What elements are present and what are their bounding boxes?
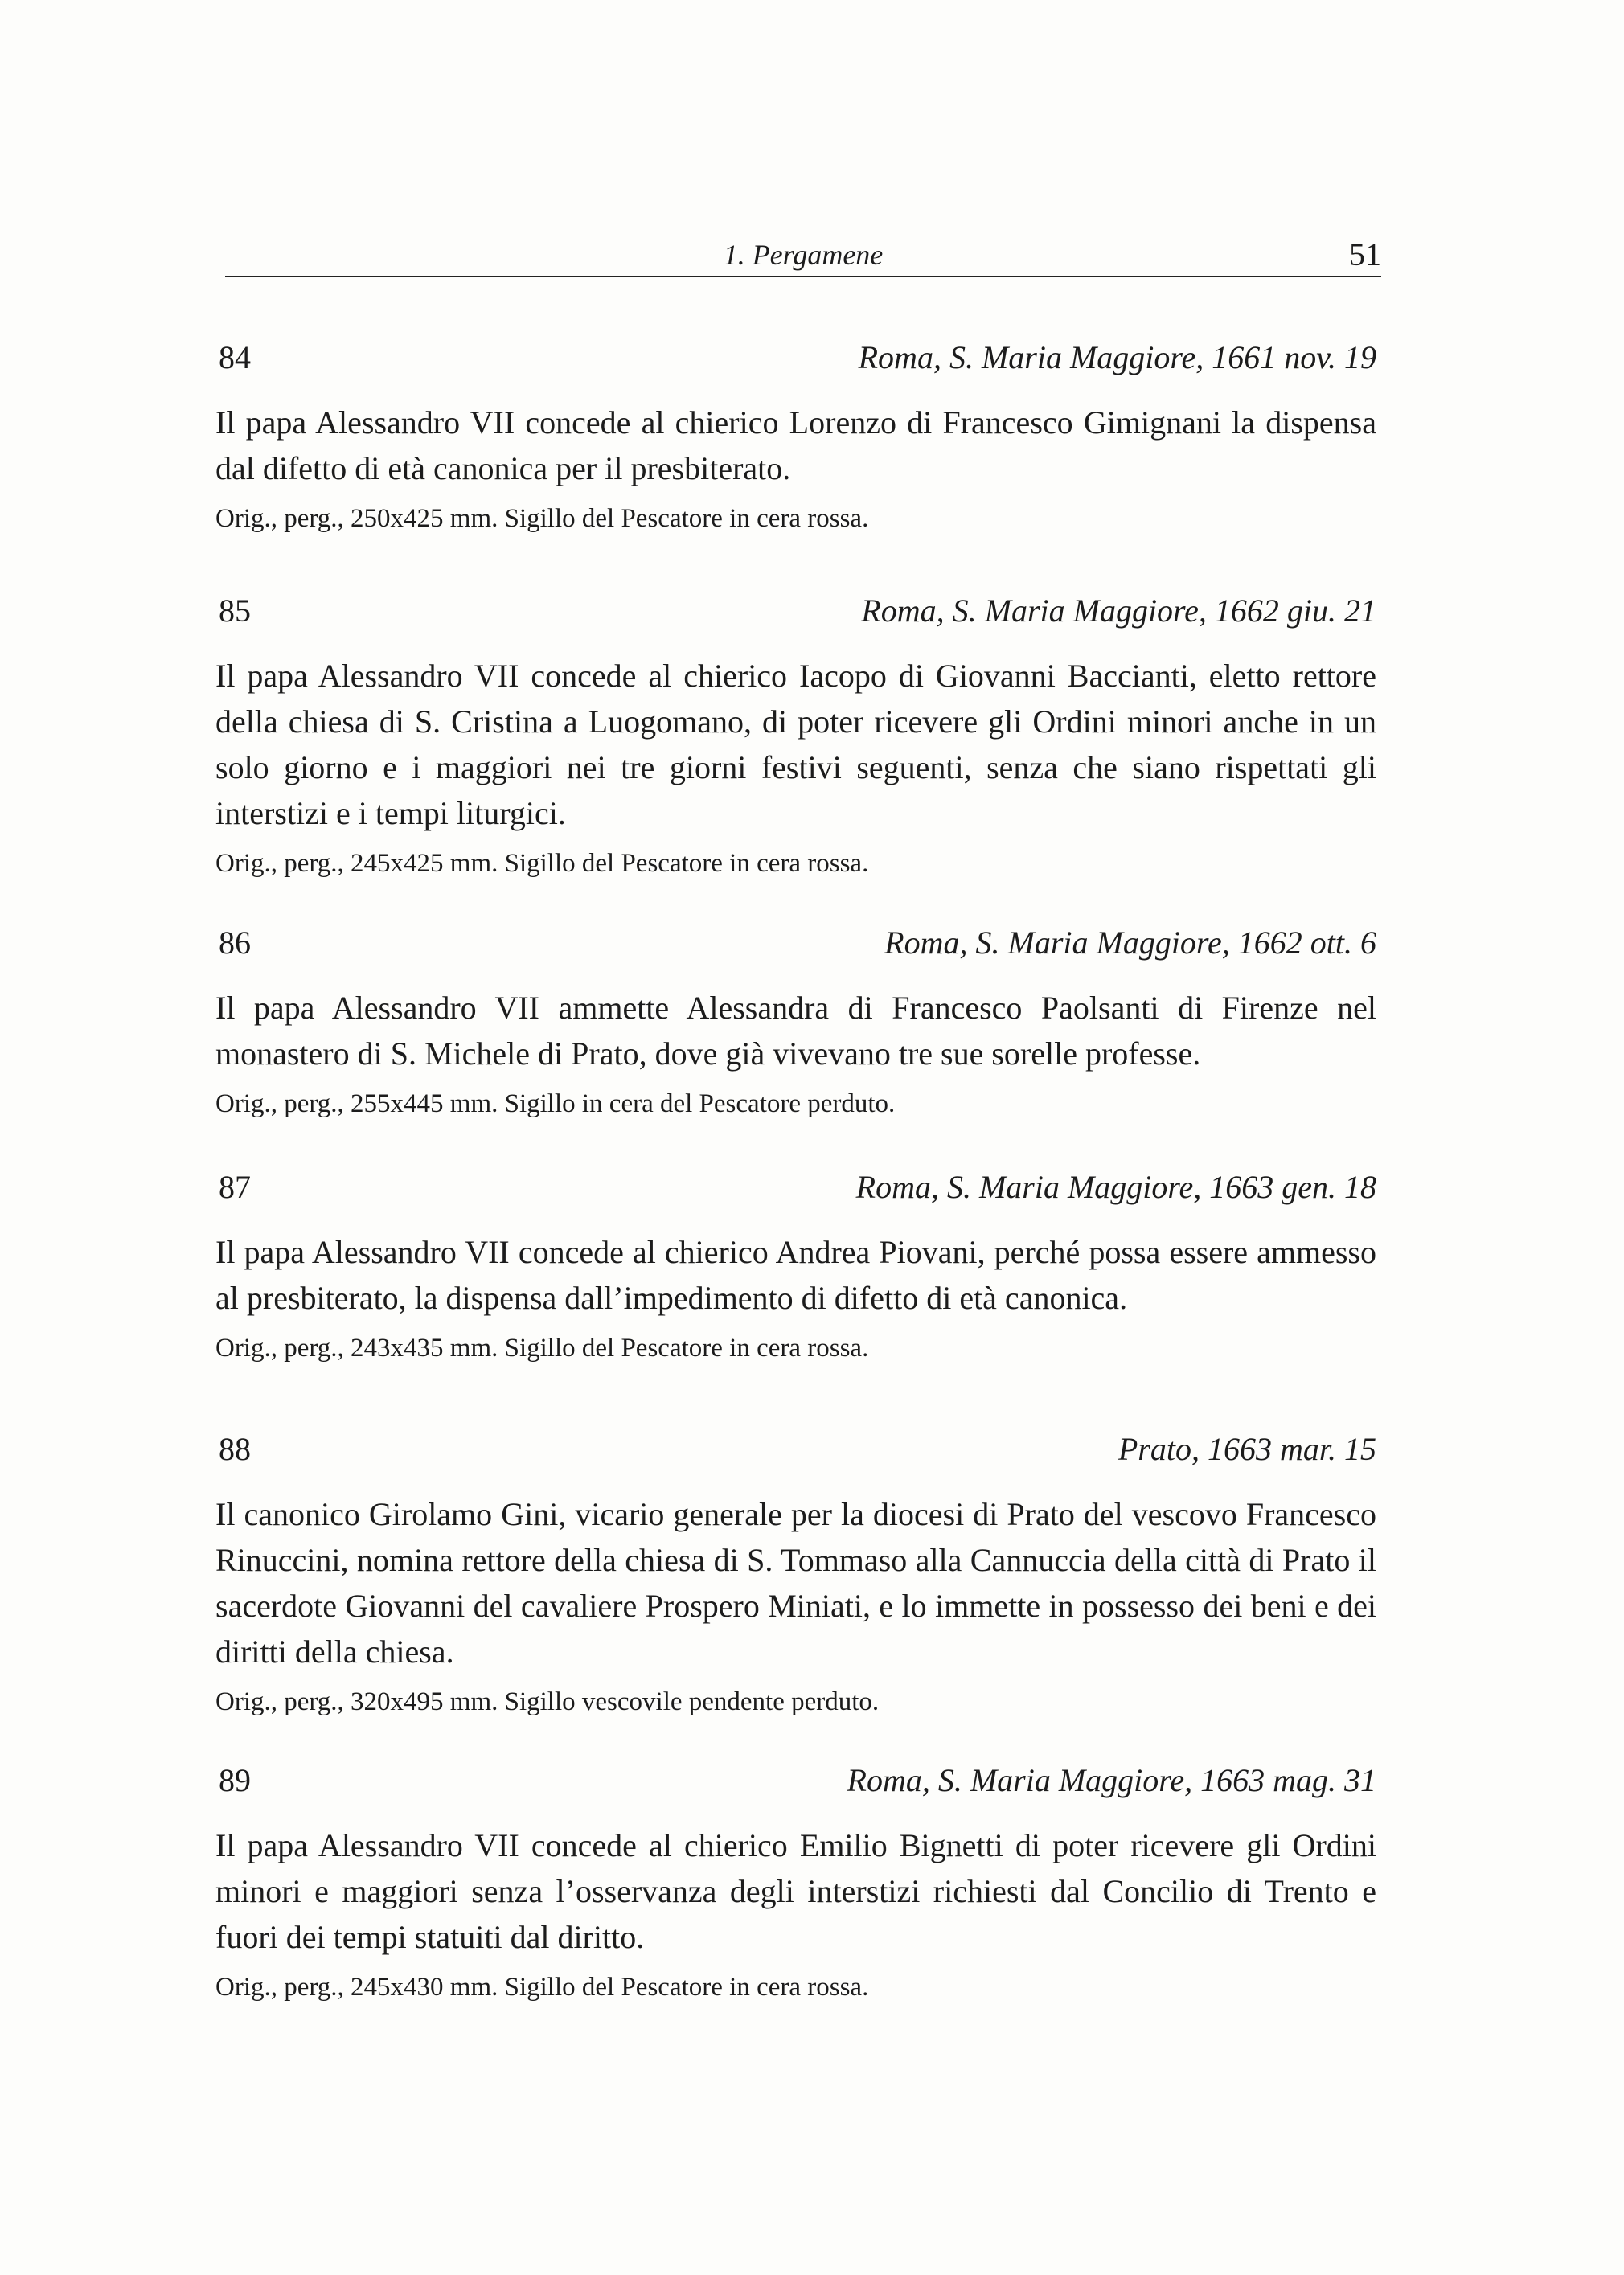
entry-header bbox=[215, 1425, 1376, 1474]
entry-place-date: Roma, S. Maria Maggiore, 1662 giu. 21 bbox=[861, 592, 1376, 629]
entry-header bbox=[215, 919, 1376, 967]
entry-place-date: Roma, S. Maria Maggiore, 1662 ott. 6 bbox=[884, 924, 1376, 961]
entry-number: 89 bbox=[219, 1762, 251, 1798]
entry-88 bbox=[215, 1425, 1376, 1721]
entry-place-date: Prato, 1663 mar. 15 bbox=[1118, 1431, 1376, 1467]
entry-number: 88 bbox=[219, 1431, 251, 1467]
entry-number: 84 bbox=[219, 339, 251, 375]
entry-header bbox=[215, 1163, 1376, 1211]
entry-84 bbox=[215, 334, 1376, 538]
entry-header bbox=[215, 334, 1376, 382]
entry-85 bbox=[215, 587, 1376, 883]
entry-note: Orig., perg., 320x495 mm. Sigillo vescovile pendente perduto. bbox=[215, 1687, 880, 1716]
entry-86 bbox=[215, 919, 1376, 1123]
entry-text: Il papa Alessandro VII concede al chierico Andrea Piovani, perché possa essere ammesso al presbiterato, la dispensa dall’impedimento di difetto di età canonica. bbox=[215, 1234, 1376, 1316]
page-number: 51 bbox=[1349, 236, 1381, 273]
entry-text: Il papa Alessandro VII concede al chierico Lorenzo di Francesco Gimignani la dispensa dal difetto di età canonica per il presbiterato. bbox=[215, 404, 1376, 486]
entry-header bbox=[215, 1756, 1376, 1805]
entry-text: Il papa Alessandro VII ammette Alessandra di Francesco Paolsanti di Firenze nel monastero di S. Michele di Prato, dove già vivevano tre sue sorelle professe. bbox=[215, 990, 1376, 1072]
entry-89 bbox=[215, 1756, 1376, 2007]
running-title: 1. Pergamene bbox=[723, 239, 884, 271]
entry-number: 86 bbox=[219, 924, 251, 961]
entry-text: Il papa Alessandro VII concede al chierico Emilio Bignetti di poter ricevere gli Ordini minori e maggiori senza l’osservanza degli interstizi richiesti dal Concilio di Trento e fuori dei tempi statuiti dal diritto. bbox=[215, 1827, 1376, 1955]
entry-text: Il canonico Girolamo Gini, vicario generale per la diocesi di Prato del vescovo Francesco Rinuccini, nomina rettore della chiesa di S. Tommaso alla Cannuccia della città di Prato il sacerdote Giovanni del cavaliere Prospero Miniati, e lo immette in possesso dei beni e dei diritti della chiesa. bbox=[215, 1496, 1376, 1670]
header-rule bbox=[225, 276, 1381, 277]
entry-place-date: Roma, S. Maria Maggiore, 1661 nov. 19 bbox=[858, 339, 1376, 375]
running-head bbox=[225, 235, 1381, 277]
entry-note: Orig., perg., 243x435 mm. Sigillo del Pescatore in cera rossa. bbox=[215, 1334, 869, 1363]
entry-note: Orig., perg., 245x430 mm. Sigillo del Pescatore in cera rossa. bbox=[215, 1973, 869, 2002]
entry-87 bbox=[215, 1163, 1376, 1367]
entry-note: Orig., perg., 250x425 mm. Sigillo del Pescatore in cera rossa. bbox=[215, 504, 869, 533]
entry-place-date: Roma, S. Maria Maggiore, 1663 gen. 18 bbox=[855, 1169, 1376, 1205]
entry-number: 87 bbox=[219, 1169, 251, 1205]
entry-note: Orig., perg., 255x445 mm. Sigillo in cera del Pescatore perduto. bbox=[215, 1089, 896, 1118]
entry-note: Orig., perg., 245x425 mm. Sigillo del Pescatore in cera rossa. bbox=[215, 849, 869, 878]
entry-text: Il papa Alessandro VII concede al chierico Iacopo di Giovanni Baccianti, eletto rettore della chiesa di S. Cristina a Luogomano, di poter ricevere gli Ordini minori anche in un solo giorno e i maggiori nei tre giorni festivi seguenti, senza che siano rispettati gli interstizi e i tempi liturgici. bbox=[215, 658, 1376, 831]
entry-number: 85 bbox=[219, 592, 251, 629]
entry-place-date: Roma, S. Maria Maggiore, 1663 mag. 31 bbox=[847, 1762, 1376, 1798]
entry-header bbox=[215, 587, 1376, 635]
